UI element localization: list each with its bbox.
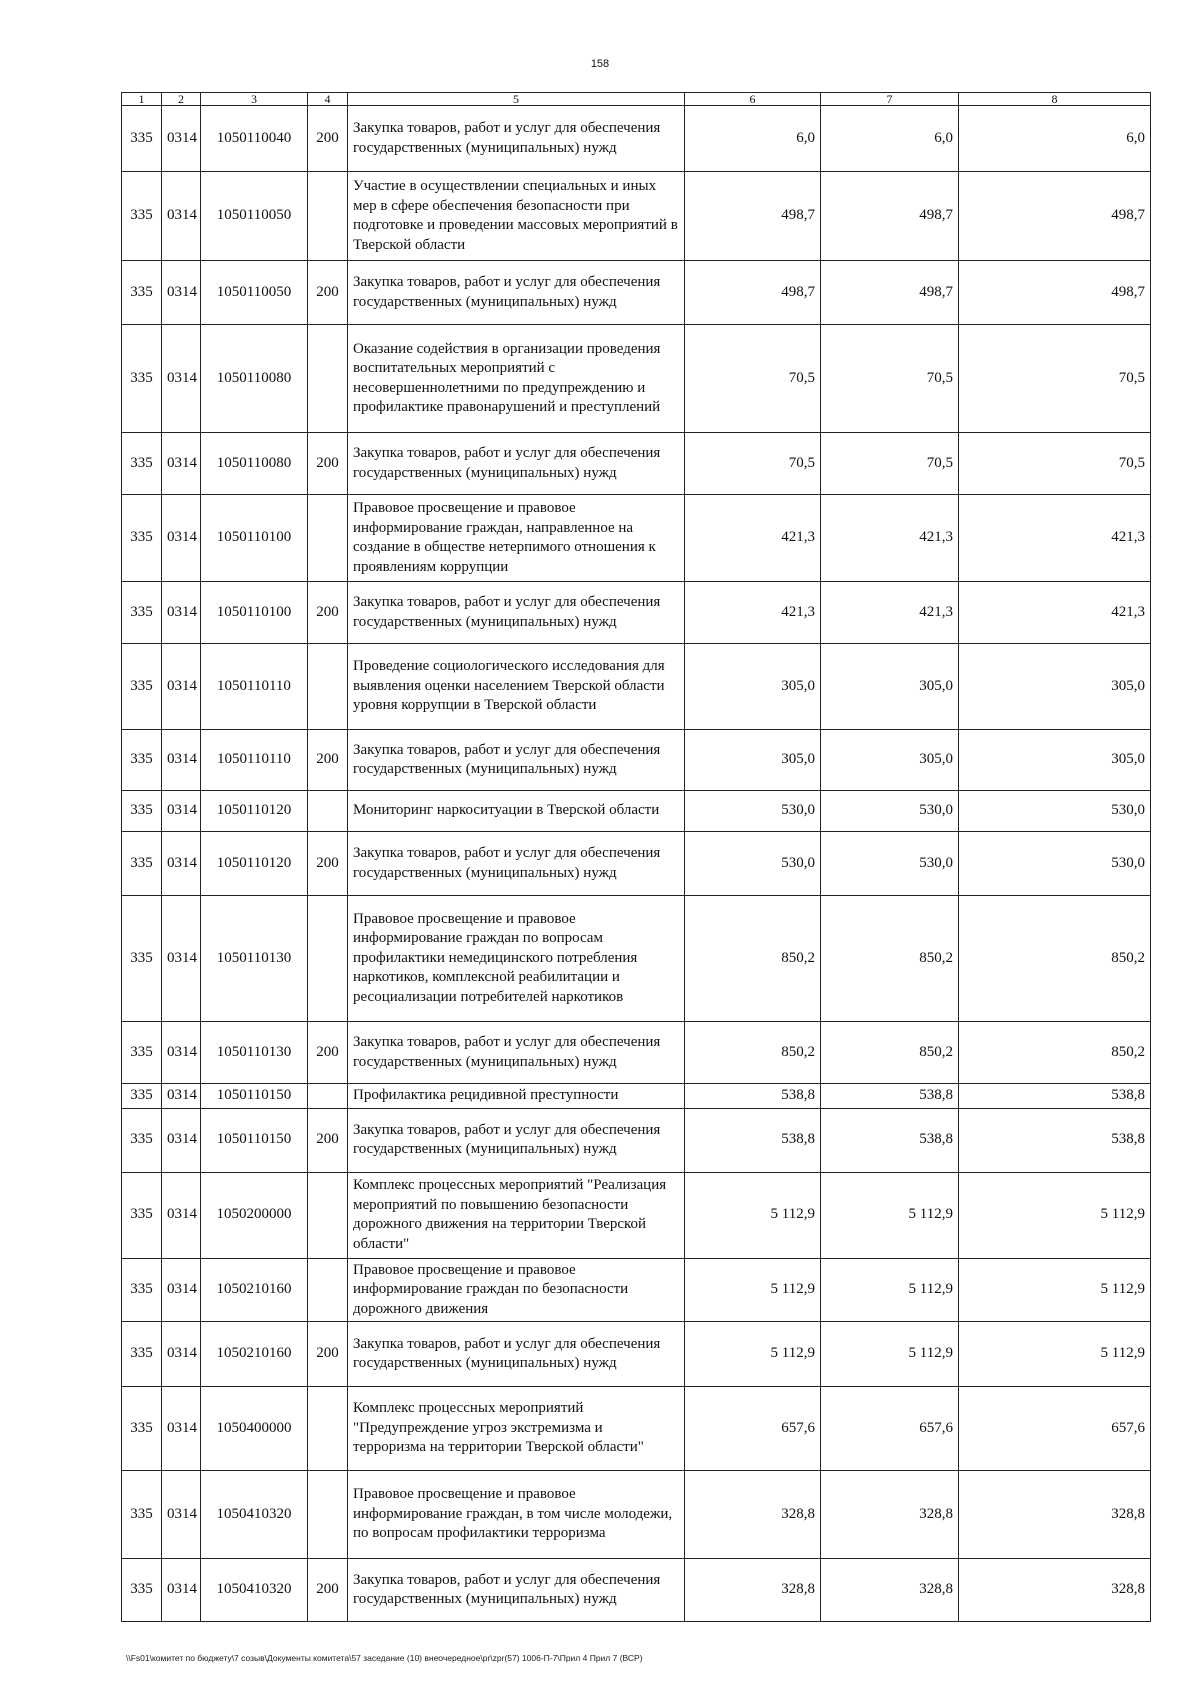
table-row bbox=[122, 106, 1151, 172]
cell-target-article: 1050110050 bbox=[201, 261, 308, 325]
cell-expense-type bbox=[308, 495, 348, 582]
table-row bbox=[122, 832, 1151, 896]
cell-amount-col7: 5 112,9 bbox=[821, 1322, 959, 1387]
cell-expense-type: 200 bbox=[308, 1022, 348, 1084]
table-row bbox=[122, 791, 1151, 832]
cell-amount-col8: 498,7 bbox=[959, 172, 1151, 261]
cell-amount-col6: 538,8 bbox=[685, 1108, 821, 1172]
cell-amount-col6: 421,3 bbox=[685, 495, 821, 582]
cell-ministry-code: 335 bbox=[122, 1471, 162, 1559]
cell-expense-type bbox=[308, 896, 348, 1022]
cell-amount-col6: 530,0 bbox=[685, 832, 821, 896]
cell-amount-col6: 328,8 bbox=[685, 1559, 821, 1622]
cell-section-code: 0314 bbox=[162, 832, 201, 896]
cell-ministry-code: 335 bbox=[122, 106, 162, 172]
cell-amount-col6: 5 112,9 bbox=[685, 1172, 821, 1258]
cell-description: Закупка товаров, работ и услуг для обеспечения государственных (муниципальных) нужд bbox=[348, 1322, 685, 1387]
page-number: 158 bbox=[590, 58, 610, 70]
cell-amount-col8: 6,0 bbox=[959, 106, 1151, 172]
cell-amount-col8: 5 112,9 bbox=[959, 1322, 1151, 1387]
cell-ministry-code: 335 bbox=[122, 791, 162, 832]
table-row bbox=[122, 261, 1151, 325]
cell-ministry-code: 335 bbox=[122, 644, 162, 730]
cell-expense-type bbox=[308, 1084, 348, 1109]
cell-amount-col6: 70,5 bbox=[685, 325, 821, 433]
cell-ministry-code: 335 bbox=[122, 1108, 162, 1172]
table-row bbox=[122, 1322, 1151, 1387]
table-row bbox=[122, 1471, 1151, 1559]
cell-ministry-code: 335 bbox=[122, 172, 162, 261]
cell-target-article: 1050210160 bbox=[201, 1322, 308, 1387]
cell-section-code: 0314 bbox=[162, 172, 201, 261]
table-row bbox=[122, 1559, 1151, 1622]
cell-target-article: 1050210160 bbox=[201, 1258, 308, 1322]
cell-ministry-code: 335 bbox=[122, 582, 162, 644]
cell-amount-col6: 6,0 bbox=[685, 106, 821, 172]
table-row bbox=[122, 644, 1151, 730]
cell-amount-col6: 305,0 bbox=[685, 644, 821, 730]
cell-amount-col6: 70,5 bbox=[685, 433, 821, 495]
cell-section-code: 0314 bbox=[162, 1471, 201, 1559]
cell-amount-col7: 421,3 bbox=[821, 495, 959, 582]
cell-amount-col6: 657,6 bbox=[685, 1387, 821, 1471]
cell-description: Участие в осуществлении специальных и иных мер в сфере обеспечения безопасности при подготовке и проведении массовых мероприятий в Тверской области bbox=[348, 172, 685, 261]
cell-ministry-code: 335 bbox=[122, 1084, 162, 1109]
cell-section-code: 0314 bbox=[162, 1084, 201, 1109]
cell-amount-col6: 850,2 bbox=[685, 896, 821, 1022]
cell-target-article: 1050410320 bbox=[201, 1559, 308, 1622]
cell-amount-col6: 498,7 bbox=[685, 172, 821, 261]
cell-section-code: 0314 bbox=[162, 106, 201, 172]
cell-amount-col6: 850,2 bbox=[685, 1022, 821, 1084]
cell-expense-type: 200 bbox=[308, 106, 348, 172]
cell-amount-col8: 850,2 bbox=[959, 896, 1151, 1022]
cell-description: Закупка товаров, работ и услуг для обеспечения государственных (муниципальных) нужд bbox=[348, 1022, 685, 1084]
cell-expense-type bbox=[308, 1471, 348, 1559]
cell-section-code: 0314 bbox=[162, 1108, 201, 1172]
cell-amount-col8: 421,3 bbox=[959, 582, 1151, 644]
cell-target-article: 1050110080 bbox=[201, 433, 308, 495]
cell-description: Правовое просвещение и правовое информирование граждан по вопросам профилактики немедицинского потребления наркотиков, комплексной реабилитации и ресоциализации потребителей наркотиков bbox=[348, 896, 685, 1022]
cell-expense-type: 200 bbox=[308, 582, 348, 644]
cell-amount-col8: 5 112,9 bbox=[959, 1172, 1151, 1258]
cell-amount-col7: 498,7 bbox=[821, 261, 959, 325]
table-row bbox=[122, 582, 1151, 644]
cell-description: Закупка товаров, работ и услуг для обеспечения государственных (муниципальных) нужд bbox=[348, 261, 685, 325]
cell-ministry-code: 335 bbox=[122, 325, 162, 433]
cell-amount-col8: 530,0 bbox=[959, 832, 1151, 896]
cell-description: Правовое просвещение и правовое информирование граждан, направленное на создание в обществе нетерпимого отношения к проявлениям коррупции bbox=[348, 495, 685, 582]
cell-section-code: 0314 bbox=[162, 791, 201, 832]
cell-expense-type bbox=[308, 791, 348, 832]
cell-target-article: 1050400000 bbox=[201, 1387, 308, 1471]
column-header-4: 4 bbox=[308, 93, 348, 106]
cell-ministry-code: 335 bbox=[122, 1258, 162, 1322]
cell-target-article: 1050110120 bbox=[201, 832, 308, 896]
table-row bbox=[122, 1084, 1151, 1109]
column-header-7: 7 bbox=[821, 93, 959, 106]
cell-expense-type bbox=[308, 172, 348, 261]
cell-amount-col6: 530,0 bbox=[685, 791, 821, 832]
cell-amount-col8: 70,5 bbox=[959, 325, 1151, 433]
table-row bbox=[122, 1258, 1151, 1322]
cell-ministry-code: 335 bbox=[122, 495, 162, 582]
cell-target-article: 1050110150 bbox=[201, 1084, 308, 1109]
cell-expense-type: 200 bbox=[308, 261, 348, 325]
cell-description: Профилактика рецидивной преступности bbox=[348, 1084, 685, 1109]
table-row bbox=[122, 433, 1151, 495]
cell-ministry-code: 335 bbox=[122, 261, 162, 325]
cell-amount-col7: 530,0 bbox=[821, 832, 959, 896]
cell-expense-type: 200 bbox=[308, 1559, 348, 1622]
cell-description: Оказание содействия в организации проведения воспитательных мероприятий с несовершеннолетними по предупреждению и профилактике правонарушений и преступлений bbox=[348, 325, 685, 433]
table-row bbox=[122, 1022, 1151, 1084]
cell-ministry-code: 335 bbox=[122, 896, 162, 1022]
cell-description: Закупка товаров, работ и услуг для обеспечения государственных (муниципальных) нужд bbox=[348, 1108, 685, 1172]
cell-ministry-code: 335 bbox=[122, 1387, 162, 1471]
cell-description: Правовое просвещение и правовое информирование граждан по безопасности дорожного движения bbox=[348, 1258, 685, 1322]
cell-amount-col8: 850,2 bbox=[959, 1022, 1151, 1084]
cell-amount-col7: 5 112,9 bbox=[821, 1258, 959, 1322]
cell-section-code: 0314 bbox=[162, 1022, 201, 1084]
cell-amount-col7: 850,2 bbox=[821, 896, 959, 1022]
cell-ministry-code: 335 bbox=[122, 1559, 162, 1622]
column-header-6: 6 bbox=[685, 93, 821, 106]
budget-table bbox=[121, 92, 1151, 1622]
cell-amount-col6: 305,0 bbox=[685, 730, 821, 791]
cell-description: Проведение социологического исследования для выявления оценки населением Тверской области уровня коррупции в Тверской области bbox=[348, 644, 685, 730]
cell-amount-col6: 5 112,9 bbox=[685, 1258, 821, 1322]
column-header-8: 8 bbox=[959, 93, 1151, 106]
table-header-row bbox=[122, 93, 1151, 106]
column-header-1: 1 bbox=[122, 93, 162, 106]
cell-expense-type bbox=[308, 1172, 348, 1258]
cell-ministry-code: 335 bbox=[122, 832, 162, 896]
cell-amount-col7: 5 112,9 bbox=[821, 1172, 959, 1258]
cell-description: Правовое просвещение и правовое информирование граждан, в том числе молодежи, по вопросам профилактики терроризма bbox=[348, 1471, 685, 1559]
cell-expense-type bbox=[308, 644, 348, 730]
cell-amount-col8: 530,0 bbox=[959, 791, 1151, 832]
cell-target-article: 1050110080 bbox=[201, 325, 308, 433]
column-header-2: 2 bbox=[162, 93, 201, 106]
cell-section-code: 0314 bbox=[162, 1172, 201, 1258]
table-row bbox=[122, 1108, 1151, 1172]
cell-expense-type: 200 bbox=[308, 1322, 348, 1387]
cell-amount-col8: 305,0 bbox=[959, 644, 1151, 730]
cell-section-code: 0314 bbox=[162, 1258, 201, 1322]
cell-amount-col7: 538,8 bbox=[821, 1084, 959, 1109]
table-row bbox=[122, 325, 1151, 433]
cell-amount-col8: 538,8 bbox=[959, 1084, 1151, 1109]
cell-amount-col7: 498,7 bbox=[821, 172, 959, 261]
cell-section-code: 0314 bbox=[162, 261, 201, 325]
cell-section-code: 0314 bbox=[162, 495, 201, 582]
cell-description: Закупка товаров, работ и услуг для обеспечения государственных (муниципальных) нужд bbox=[348, 730, 685, 791]
cell-section-code: 0314 bbox=[162, 644, 201, 730]
table-row bbox=[122, 896, 1151, 1022]
cell-amount-col8: 328,8 bbox=[959, 1471, 1151, 1559]
cell-description: Мониторинг наркоситуации в Тверской области bbox=[348, 791, 685, 832]
column-header-3: 3 bbox=[201, 93, 308, 106]
column-header-5: 5 bbox=[348, 93, 685, 106]
cell-amount-col7: 70,5 bbox=[821, 325, 959, 433]
cell-target-article: 1050110130 bbox=[201, 1022, 308, 1084]
cell-amount-col7: 850,2 bbox=[821, 1022, 959, 1084]
cell-expense-type: 200 bbox=[308, 1108, 348, 1172]
footer-file-path: \\Fs01\комитет по бюджету\7 созыв\Документы комитета\57 заседание (10) внеочередное\pr\zpr(57) 1006-П-7\Прил 4 Прил 7 (ВСР) bbox=[126, 1653, 643, 1663]
cell-description: Закупка товаров, работ и услуг для обеспечения государственных (муниципальных) нужд bbox=[348, 1559, 685, 1622]
cell-description: Закупка товаров, работ и услуг для обеспечения государственных (муниципальных) нужд bbox=[348, 106, 685, 172]
cell-expense-type bbox=[308, 1387, 348, 1471]
cell-target-article: 1050110110 bbox=[201, 730, 308, 791]
cell-target-article: 1050200000 bbox=[201, 1172, 308, 1258]
cell-target-article: 1050110150 bbox=[201, 1108, 308, 1172]
cell-target-article: 1050110130 bbox=[201, 896, 308, 1022]
cell-amount-col6: 5 112,9 bbox=[685, 1322, 821, 1387]
cell-amount-col8: 421,3 bbox=[959, 495, 1151, 582]
cell-ministry-code: 335 bbox=[122, 730, 162, 791]
cell-target-article: 1050410320 bbox=[201, 1471, 308, 1559]
cell-description: Закупка товаров, работ и услуг для обеспечения государственных (муниципальных) нужд bbox=[348, 582, 685, 644]
cell-amount-col7: 657,6 bbox=[821, 1387, 959, 1471]
cell-target-article: 1050110040 bbox=[201, 106, 308, 172]
table-row bbox=[122, 495, 1151, 582]
cell-ministry-code: 335 bbox=[122, 433, 162, 495]
cell-amount-col7: 538,8 bbox=[821, 1108, 959, 1172]
table-row bbox=[122, 1387, 1151, 1471]
cell-description: Комплекс процессных мероприятий "Реализация мероприятий по повышению безопасности дорожного движения на территории Тверской области" bbox=[348, 1172, 685, 1258]
cell-amount-col8: 70,5 bbox=[959, 433, 1151, 495]
cell-amount-col7: 70,5 bbox=[821, 433, 959, 495]
cell-amount-col6: 328,8 bbox=[685, 1471, 821, 1559]
cell-amount-col7: 421,3 bbox=[821, 582, 959, 644]
cell-ministry-code: 335 bbox=[122, 1322, 162, 1387]
cell-section-code: 0314 bbox=[162, 582, 201, 644]
cell-expense-type bbox=[308, 325, 348, 433]
cell-section-code: 0314 bbox=[162, 433, 201, 495]
cell-target-article: 1050110110 bbox=[201, 644, 308, 730]
cell-amount-col6: 421,3 bbox=[685, 582, 821, 644]
cell-expense-type: 200 bbox=[308, 730, 348, 791]
cell-amount-col7: 328,8 bbox=[821, 1559, 959, 1622]
cell-amount-col7: 305,0 bbox=[821, 644, 959, 730]
cell-amount-col8: 538,8 bbox=[959, 1108, 1151, 1172]
cell-amount-col6: 538,8 bbox=[685, 1084, 821, 1109]
cell-target-article: 1050110050 bbox=[201, 172, 308, 261]
cell-target-article: 1050110120 bbox=[201, 791, 308, 832]
cell-expense-type: 200 bbox=[308, 832, 348, 896]
cell-amount-col6: 498,7 bbox=[685, 261, 821, 325]
cell-description: Закупка товаров, работ и услуг для обеспечения государственных (муниципальных) нужд bbox=[348, 832, 685, 896]
cell-amount-col8: 328,8 bbox=[959, 1559, 1151, 1622]
cell-description: Комплекс процессных мероприятий "Предупреждение угроз экстремизма и терроризма на территории Тверской области" bbox=[348, 1387, 685, 1471]
cell-expense-type: 200 bbox=[308, 433, 348, 495]
cell-expense-type bbox=[308, 1258, 348, 1322]
cell-section-code: 0314 bbox=[162, 325, 201, 433]
cell-description: Закупка товаров, работ и услуг для обеспечения государственных (муниципальных) нужд bbox=[348, 433, 685, 495]
cell-target-article: 1050110100 bbox=[201, 582, 308, 644]
cell-amount-col7: 328,8 bbox=[821, 1471, 959, 1559]
cell-amount-col8: 305,0 bbox=[959, 730, 1151, 791]
table-row bbox=[122, 172, 1151, 261]
cell-ministry-code: 335 bbox=[122, 1022, 162, 1084]
cell-section-code: 0314 bbox=[162, 896, 201, 1022]
cell-amount-col8: 498,7 bbox=[959, 261, 1151, 325]
cell-section-code: 0314 bbox=[162, 1387, 201, 1471]
cell-section-code: 0314 bbox=[162, 730, 201, 791]
cell-amount-col8: 657,6 bbox=[959, 1387, 1151, 1471]
cell-ministry-code: 335 bbox=[122, 1172, 162, 1258]
cell-amount-col7: 6,0 bbox=[821, 106, 959, 172]
cell-section-code: 0314 bbox=[162, 1559, 201, 1622]
cell-section-code: 0314 bbox=[162, 1322, 201, 1387]
table-row bbox=[122, 730, 1151, 791]
cell-amount-col7: 530,0 bbox=[821, 791, 959, 832]
cell-target-article: 1050110100 bbox=[201, 495, 308, 582]
cell-amount-col8: 5 112,9 bbox=[959, 1258, 1151, 1322]
cell-amount-col7: 305,0 bbox=[821, 730, 959, 791]
table-row bbox=[122, 1172, 1151, 1258]
